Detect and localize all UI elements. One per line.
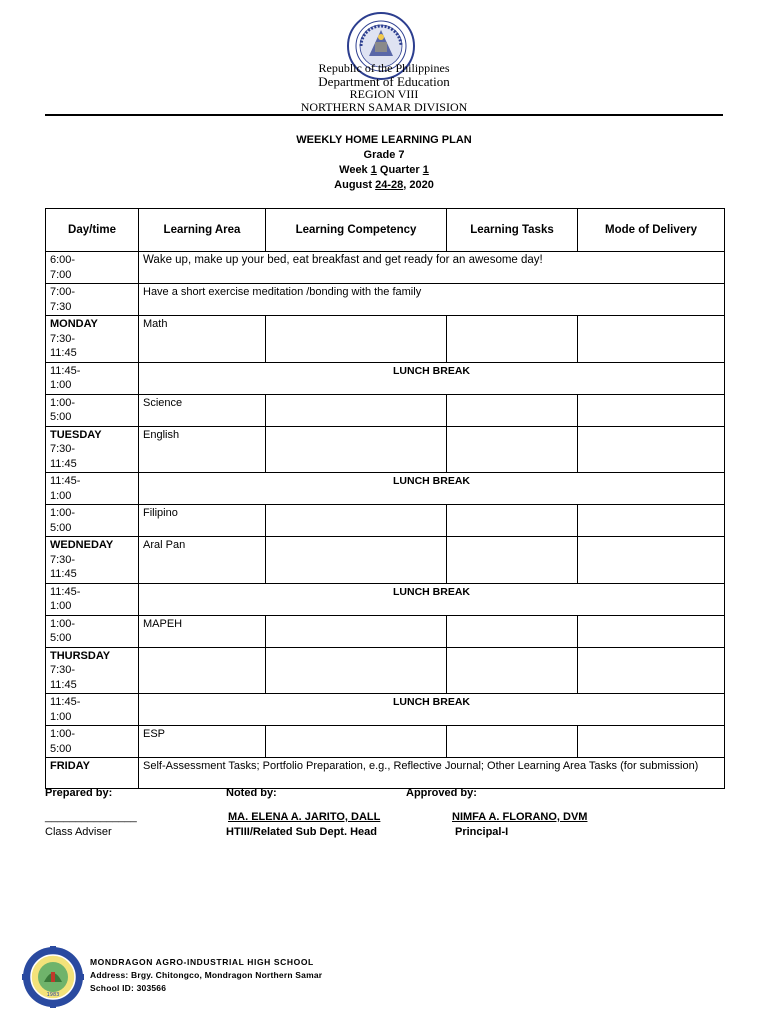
table-row <box>46 252 725 284</box>
prepared-by-label: Prepared by: <box>45 787 113 799</box>
lunch-break: LUNCH BREAK <box>139 362 725 394</box>
header-divider <box>45 114 723 116</box>
time-cell: 11:45- 1:00 <box>46 362 139 394</box>
table-row <box>46 284 725 316</box>
table-row <box>46 362 725 394</box>
wake-up-activity: Wake up, make up your bed, eat breakfast and get ready for an awesome day! <box>139 252 725 284</box>
table-row <box>46 426 725 473</box>
approved-by-name: NIMFA A. FLORANO, DVM <box>452 811 588 823</box>
time-cell: 6:00- 7:00 <box>46 252 139 284</box>
noted-role: HTIII/Related Sub Dept. Head <box>226 826 377 838</box>
table-row <box>46 394 725 426</box>
table-row <box>46 694 725 726</box>
day-cell: MONDAY 7:30- 11:45 <box>46 316 139 363</box>
day-cell: WEDNEDAY 7:30- 11:45 <box>46 537 139 584</box>
header-learning-tasks: Learning Tasks <box>447 209 578 252</box>
learning-area-cell: Science <box>139 394 266 426</box>
table-row <box>46 726 725 758</box>
week-quarter-line: Week 1 Quarter 1 <box>339 164 429 176</box>
plan-title: WEEKLY HOME LEARNING PLAN <box>296 134 472 146</box>
republic-line: Republic of the Philippines <box>318 61 450 75</box>
school-address: Address: Brgy. Chitongco, Mondragon Northern Samar <box>90 970 323 980</box>
department-line: Department of Education <box>318 74 450 89</box>
school-name: MONDRAGON AGRO-INDUSTRIAL HIGH SCHOOL <box>90 957 314 967</box>
school-id: School ID: 303566 <box>90 983 167 993</box>
svg-text:1983: 1983 <box>46 992 60 998</box>
noted-by-label: Noted by: <box>226 787 277 799</box>
table-header-row <box>46 209 725 252</box>
table-row <box>46 473 725 505</box>
table-row <box>46 647 725 694</box>
learning-area-cell: Aral Pan <box>139 537 266 584</box>
header-mode-of-delivery: Mode of Delivery <box>578 209 725 252</box>
table-row <box>46 615 725 647</box>
region-line: REGION VIII <box>349 87 419 101</box>
table-row <box>46 537 725 584</box>
learning-area-cell <box>139 647 266 694</box>
lunch-break: LUNCH BREAK <box>139 583 725 615</box>
noted-by-name: MA. ELENA A. JARITO, DALL <box>228 811 381 823</box>
time-cell: 11:45- 1:00 <box>46 473 139 505</box>
time-cell: 11:45- 1:00 <box>46 694 139 726</box>
header-day-time: Day/time <box>46 209 139 252</box>
day-cell: TUESDAY 7:30- 11:45 <box>46 426 139 473</box>
learning-area-cell: Math <box>139 316 266 363</box>
prepared-role: Class Adviser <box>45 826 112 838</box>
table-row <box>46 758 725 789</box>
header-learning-competency: Learning Competency <box>266 209 447 252</box>
time-cell: 7:00- 7:30 <box>46 284 139 316</box>
table-row <box>46 316 725 363</box>
friday-activity: Self-Assessment Tasks; Portfolio Preparation, e.g., Reflective Journal; Other Learning Area Tasks (for submission) <box>139 758 725 789</box>
date-line: August 24-28, 2020 <box>334 179 434 191</box>
school-seal-logo <box>22 946 84 1008</box>
learning-area-cell: MAPEH <box>139 615 266 647</box>
learning-area-cell: English <box>139 426 266 473</box>
table-row <box>46 583 725 615</box>
learning-plan-table <box>45 208 725 789</box>
day-cell: FRIDAY <box>46 758 139 789</box>
learning-area-cell: ESP <box>139 726 266 758</box>
header-learning-area: Learning Area <box>139 209 266 252</box>
prepared-signature-line: _______________ <box>45 811 137 823</box>
table-row <box>46 505 725 537</box>
lunch-break: LUNCH BREAK <box>139 694 725 726</box>
time-cell: 11:45- 1:00 <box>46 583 139 615</box>
time-cell: 1:00- 5:00 <box>46 615 139 647</box>
time-cell: 1:00- 5:00 <box>46 394 139 426</box>
approved-role: Principal-I <box>455 826 509 838</box>
lunch-break: LUNCH BREAK <box>139 473 725 505</box>
exercise-activity: Have a short exercise meditation /bonding with the family <box>139 284 725 316</box>
grade-line: Grade 7 <box>363 149 405 161</box>
day-cell: THURSDAY 7:30- 11:45 <box>46 647 139 694</box>
division-line: NORTHERN SAMAR DIVISION <box>300 100 468 114</box>
approved-by-label: Approved by: <box>406 787 477 799</box>
learning-area-cell: Filipino <box>139 505 266 537</box>
time-cell: 1:00- 5:00 <box>46 505 139 537</box>
time-cell: 1:00- 5:00 <box>46 726 139 758</box>
